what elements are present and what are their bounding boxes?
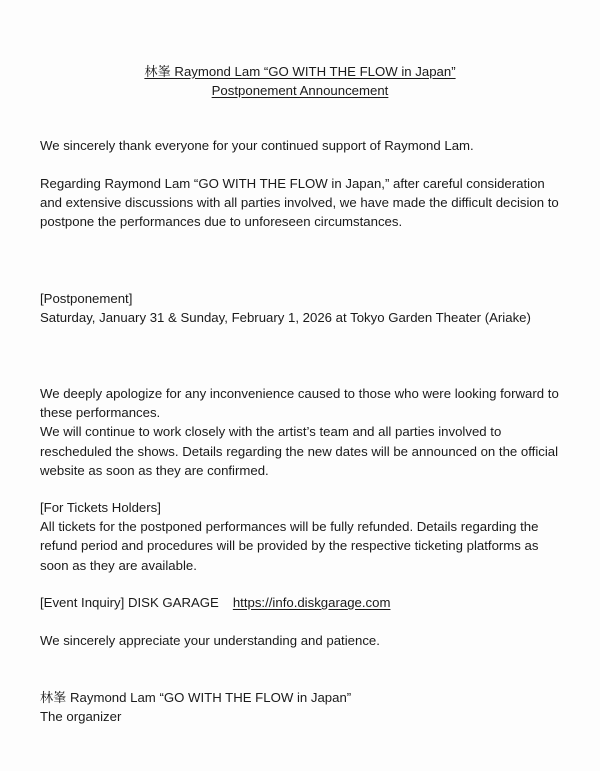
- decision-text: Regarding Raymond Lam “GO WITH THE FLOW in Japan,” after careful consideration and extensive discussions with all parties involved, we have made the difficult decision to postpone the performances due to unforeseen circumstances.: [40, 176, 559, 230]
- announcement-title: Postponement Announcement: [211, 83, 389, 98]
- signature-event: 林峯 Raymond Lam “GO WITH THE FLOW in Japan”: [40, 690, 352, 705]
- postponement-details: Saturday, January 31 & Sunday, February 1, 2026 at Tokyo Garden Theater (Ariake): [40, 310, 531, 326]
- signature-organizer: The organizer: [40, 709, 122, 725]
- title-line-subtitle: [0, 81, 600, 100]
- decision-paragraph: [40, 174, 565, 232]
- postponement-section: [40, 289, 565, 327]
- appreciation-paragraph: [40, 631, 565, 650]
- signature-block: [40, 688, 565, 726]
- appreciation-text: We sincerely appreciate your understanding and patience.: [40, 633, 380, 648]
- apology-section: [40, 384, 565, 480]
- inquiry-section: [40, 593, 565, 612]
- inquiry-line: [40, 593, 565, 612]
- inquiry-link[interactable]: https://info.diskgarage.com: [232, 595, 391, 610]
- tickets-details: All tickets for the postponed performances will be fully refunded. Details regarding the refund period and procedures will be provided by the respective ticketing platforms as soon as they are available.: [40, 519, 539, 573]
- title-line-event: [0, 62, 600, 81]
- announcement-header: [0, 62, 600, 100]
- apology-text: We deeply apologize for any inconvenience caused to those who were looking forward to these performances.: [40, 386, 559, 421]
- reschedule-text: We will continue to work closely with the artist’s team and all parties involved to rescheduled the shows. Details regarding the new dates will be announced on the official website as soon as they are confirmed.: [40, 424, 559, 478]
- event-title: 林峯 Raymond Lam “GO WITH THE FLOW in Japan”: [144, 64, 456, 79]
- tickets-section: [40, 498, 565, 575]
- thanks-paragraph: [40, 136, 565, 155]
- inquiry-label: [Event Inquiry] DISK GARAGE: [40, 595, 219, 610]
- thanks-text: We sincerely thank everyone for your continued support of Raymond Lam.: [40, 138, 474, 153]
- postponement-label: [Postponement]: [40, 291, 133, 306]
- tickets-label: [For Tickets Holders]: [40, 500, 161, 515]
